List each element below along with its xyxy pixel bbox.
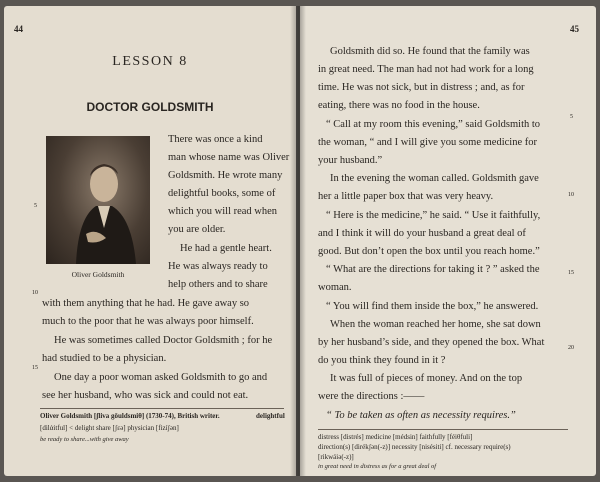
text-line: “ You will find them inside the box,” he answered.: [326, 301, 539, 312]
footnote-rule: [318, 429, 568, 430]
text-line: good. But don’t open the box until you reach home.”: [318, 246, 540, 257]
text-line: see her husband, who was sick and could not eat.: [42, 390, 249, 401]
footnote-line-end: delightful: [256, 412, 285, 420]
line-marker-10: 10: [568, 192, 574, 198]
text-line: delightful books, some of: [168, 188, 276, 199]
line-marker-5: 5: [570, 114, 573, 120]
footnote-line: [rikwáiə(-z)]: [318, 453, 354, 461]
text-line: help others and to share: [168, 279, 268, 290]
text-line: in great need. The man had not had work for a long: [318, 64, 534, 75]
line-marker-15: 15: [568, 270, 574, 276]
text-line: In the evening the woman called. Goldsmith gave: [330, 173, 539, 184]
footnote-idioms: in great need in distress as for a great deal of: [318, 463, 437, 470]
text-line: woman.: [318, 282, 352, 293]
lesson-title: DOCTOR GOLDSMITH: [86, 100, 214, 114]
text-line: He was always ready to: [168, 261, 268, 272]
text-line: When the woman reached her home, she sat down: [330, 319, 541, 330]
text-line: were the directions :——: [318, 391, 425, 402]
text-line: you are older.: [168, 224, 226, 235]
book-gutter: [290, 6, 306, 476]
footnote-text: Oliver Goldsmith [ʃliva gōuldsmiθ] (1730-74), British writer.: [40, 412, 220, 420]
text-line: time. He was not sick, but in distress ; and, as for: [318, 82, 525, 93]
text-line: “ Call at my room this evening,” said Goldsmith to: [326, 119, 541, 130]
text-line: the woman, “ and I will give you some medicine for: [318, 137, 537, 148]
text-line: your husband.”: [318, 155, 383, 166]
text-line: Goldsmith did so. He found that the family was: [330, 46, 530, 57]
page-number-left: 44: [14, 24, 23, 34]
text-line: “ Here is the medicine,” he said. “ Use it faithfully,: [326, 210, 541, 221]
footnote-line: [40, 412, 220, 420]
text-line: with them anything that he had. He gave away so: [42, 298, 250, 309]
text-line: which you will read when: [168, 206, 278, 217]
text-line: There was once a kind: [168, 134, 263, 145]
text-line: “ To be taken as often as necessity requires.”: [326, 410, 516, 421]
text-line: man whose name was Oliver: [168, 152, 290, 163]
text-line: and I think it will do your husband a great deal of: [318, 228, 526, 239]
text-line: eating, there was no food in the house.: [318, 100, 480, 111]
text-line: her a little paper box that was very heavy.: [318, 191, 494, 202]
text-line: by her husband’s side, and they opened the box. What: [318, 337, 545, 348]
text-line: “ What are the directions for taking it ? ” asked the: [326, 264, 540, 275]
line-marker-5: 5: [34, 203, 37, 209]
footnote-idioms: be ready to share...with give away: [40, 436, 129, 443]
text-line: much to the poor that he was always poor himself.: [42, 316, 254, 327]
text-line: He had a gentle heart.: [180, 243, 272, 254]
right-page: [300, 6, 596, 476]
footnote-rule: [40, 408, 284, 409]
line-marker-10: 10: [32, 290, 38, 296]
goldsmith-portrait: [46, 136, 150, 264]
text-line: do you think they found in it ?: [318, 355, 446, 366]
text-line: He was sometimes called Doctor Goldsmith ; for he: [54, 335, 273, 346]
footnote-line: direction(s) [dirékʃən(-z)] necessity [nisésiti] cf. necessary require(s): [318, 443, 511, 451]
footnote-line: [dilάitful] < delight share [ʃεə] physician [fizíʃən]: [40, 424, 179, 432]
footnote-line: distress [distrés] medicine [médsin] faithfully [féiθfuli]: [318, 433, 473, 441]
left-page: [4, 6, 296, 476]
text-line: It was full of pieces of money. And on the top: [330, 373, 523, 384]
line-marker-20: 20: [568, 345, 574, 351]
text-line: Goldsmith. He wrote many: [168, 170, 283, 181]
line-marker-15: 15: [32, 365, 38, 371]
text-line: had studied to be a physician.: [42, 353, 167, 364]
text-line: One day a poor woman asked Goldsmith to go and: [54, 372, 268, 383]
lesson-heading: LESSON 8: [112, 54, 188, 69]
page-number-right: 45: [570, 24, 579, 34]
portrait-caption: Oliver Goldsmith: [71, 270, 125, 279]
